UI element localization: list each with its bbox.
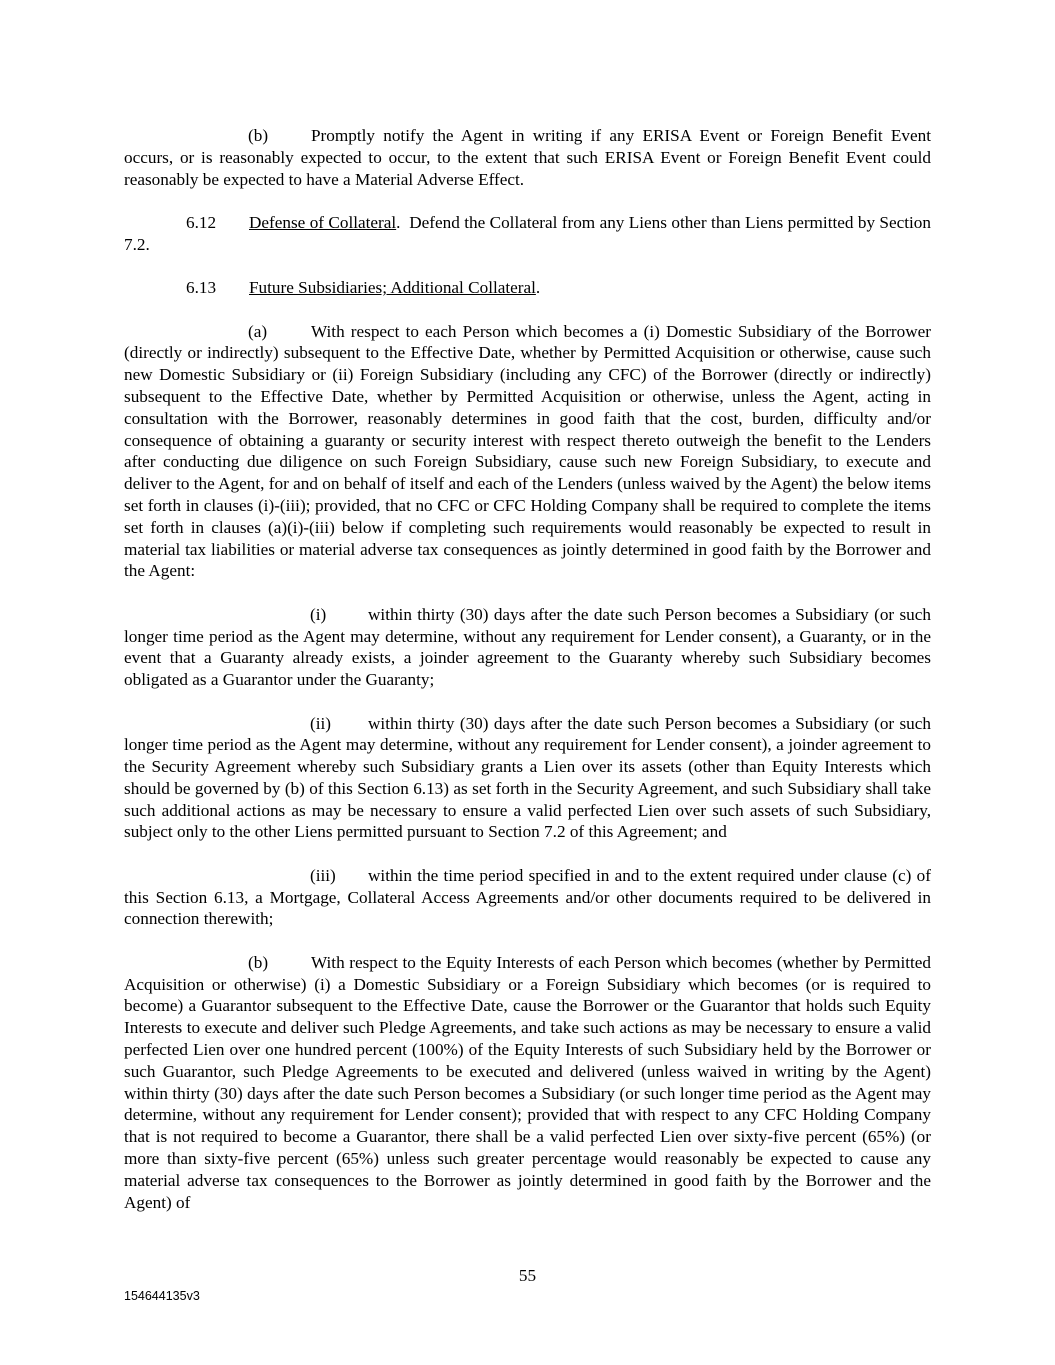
clause-number: (ii) xyxy=(310,713,331,733)
page-number: 55 xyxy=(518,1266,537,1285)
clause-text: With respect to each Person which becomes a (i) Domestic Subsidiary of the Borrower (directly or indirectly) subsequent to the Effective Date, whether by Permitted Acquisition or otherwise, cause such new Domestic Subsidiary or (ii) Foreign Subsidiary (including any CFC) of the Borrower (directly or indirectly) subsequent to the Effective Date, whether by Permitted Acquisition or otherwise, unless the Agent, acting in consultation with the Borrower, reasonably determines in good faith that the cost, burden, difficulty and/or consequence of obtaining a guaranty or security interest with respect thereto outweigh the benefit to the Lenders after conducting due diligence on such Foreign Subsidiary, cause such new Foreign Subsidiary, to execute and deliver to the Agent, for and on behalf of itself and each of the Lenders (unless waived by the Agent) the below items set forth in clauses (i)-(iii); provided, that no CFC or CFC Holding Company shall be required to complete the items set forth in clauses (a)(i)-(iii) below if completing such requirements would reasonably be expected to result in material tax liabilities or material adverse tax consequences as jointly determined in good faith by the Borrower and the Agent: xyxy=(124,321,931,581)
clause-text: With respect to the Equity Interests of each Person which becomes (whether by Permitted Acquisition or otherwise) (i) a Domestic Subsidiary or a Foreign Subsidiary which becomes (or is required to become) a Guarantor subsequent to the Effective Date, cause the Borrower or the Guarantor that holds such Equity Interests to execute and deliver such Pledge Agreements, and take such actions as may be necessary to ensure a valid perfected Lien over one hundred percent (100%) of the Equity Interests of such Subsidiary held by the Borrower or such Guarantor, such Pledge Agreements to be executed and delivered (unless waived in writing by the Agent) within thirty (30) days after the date such Person becomes a Subsidiary (or such longer time period as the Agent may determine, without any requirement for Lender consent); provided that with respect to any CFC Holding Company that is not required to become a Guarantor, there shall be a valid perfected Lien over sixty-five percent (65%) (or more than sixty-five percent (65%) unless such greater percentage would reasonably be expected to cause any material adverse tax consequences to the Borrower as jointly determined in good faith by the Borrower and the Agent) of xyxy=(124,952,931,1212)
section-6-12: 6.12 Defense of Collateral. Defend the Collateral from any Liens other than Liens permitted by Section 7.2. xyxy=(124,212,931,254)
section-text: Defend the Collateral from any Liens other than Liens permitted by Section 7.2. xyxy=(124,212,931,254)
clause-number: (iii) xyxy=(310,865,336,885)
document-id: 154644135v3 xyxy=(124,1289,200,1303)
clause-text: within the time period specified in and to the extent required under clause (c) of this Section 6.13, a Mortgage, Collateral Access Agreements and/or other documents required to be delivered in connection therewith; xyxy=(124,865,931,929)
clause-6-13-a-i xyxy=(124,604,931,691)
section-heading: Future Subsidiaries; Additional Collateral xyxy=(249,278,536,298)
clause-text: within thirty (30) days after the date such Person becomes a Subsidiary (or such longer time period as the Agent may determine, without any requirement for Lender consent), a joinder agreement to the Security Agreement whereby such Subsidiary grants a Lien over its assets (other than Equity Interests which should be governed by (b) of this Section 6.13) as set forth in the Security Agreement, and such Subsidiary shall take such additional actions as may be necessary to ensure a valid perfected Lien over such assets of such Subsidiary, subject only to the other Liens permitted pursuant to Section 7.2 of this Agreement; and xyxy=(124,713,931,842)
clause-number: (a) xyxy=(248,321,268,341)
paragraph-b-erisa-notice xyxy=(124,125,931,190)
section-number: 6.12 xyxy=(186,212,217,232)
section-6-13: 6.13 Future Subsidiaries; Additional Collateral. xyxy=(186,278,541,298)
clause-6-13-a-iii xyxy=(124,865,931,930)
section-heading: Defense of Collateral xyxy=(249,212,397,232)
clause-number: (b) xyxy=(248,952,269,972)
clause-text: within thirty (30) days after the date such Person becomes a Subsidiary (or such longer time period as the Agent may determine, without any requirement for Lender consent), a Guaranty, or in the event that a Guaranty already exists, a joinder agreement to the Guaranty whereby such Subsidiary becomes obligated as a Guarantor under the Guaranty; xyxy=(124,604,931,690)
section-number: 6.13 xyxy=(186,278,217,298)
clause-6-13-a xyxy=(124,321,931,583)
clause-number: (b) xyxy=(248,126,269,145)
document-page xyxy=(124,125,931,1235)
clause-6-13-b xyxy=(124,952,931,1214)
clause-text: Promptly notify the Agent in writing if any ERISA Event or Foreign Benefit Event occurs, or is reasonably expected to occur, to the extent that such ERISA Event or Foreign Benefit Event could reasonably be expected to have a Material Adverse Effect. xyxy=(124,126,931,189)
clause-number: (i) xyxy=(310,604,327,624)
clause-6-13-a-ii xyxy=(124,713,931,844)
